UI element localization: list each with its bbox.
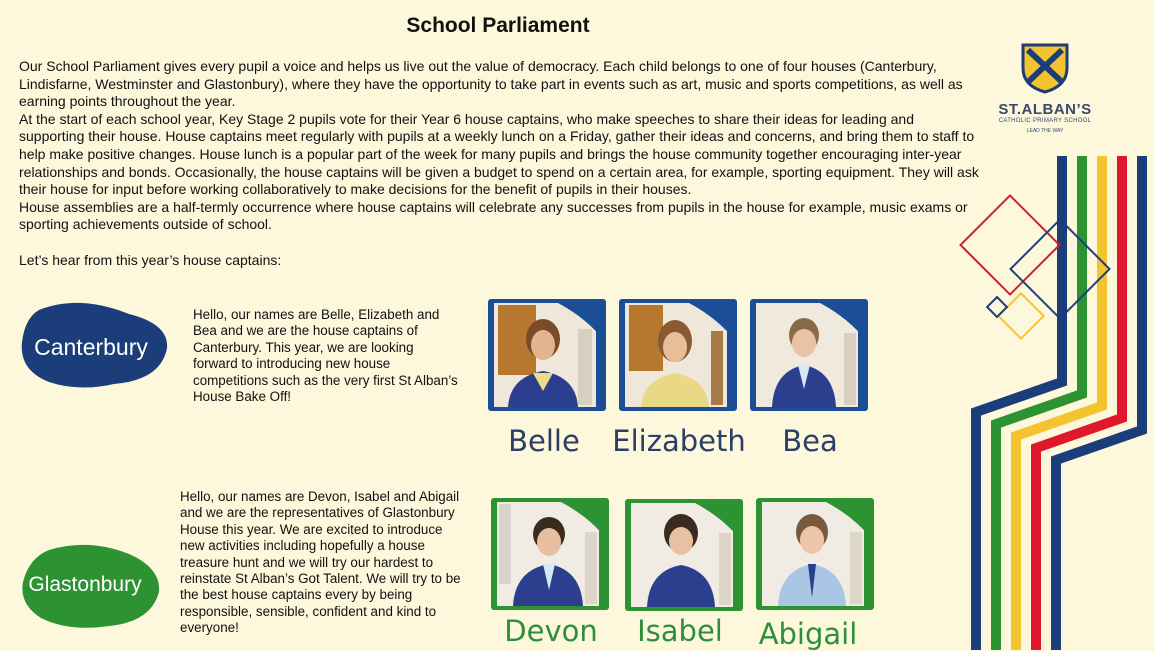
school-subtitle: CATHOLIC PRIMARY SCHOOL	[998, 118, 1092, 124]
intro-text	[19, 58, 979, 269]
school-motto: LEAD THE WAY	[1026, 128, 1064, 134]
school-logo	[990, 42, 1100, 134]
glastonbury-text: Hello, our names are Devon, Isabel and Abigail and we are the representatives of Glastonbury House this year. We are excited to introduce new activities including hopefully a house treasure hunt and we will try our hardest to reinstate St Alban’s Got Talent. We will try to be the best house captains every by being responsible, sensible, confident and kind to everyone!	[180, 489, 461, 636]
intro-paragraph-4: Let’s hear from this year’s house captains:	[19, 251, 282, 268]
intro-paragraph-3: House assemblies are a half-termly occurrence where house captains will celebrate any successes from pupils in the house for example, music exams or sporting achievements outside of school.	[19, 198, 968, 233]
glastonbury-label: Glastonbury	[28, 573, 142, 596]
photo-bea	[750, 299, 868, 411]
captain-name-bea: Bea	[782, 424, 838, 458]
photo-elizabeth	[619, 299, 737, 411]
canterbury-text: Hello, our names are Belle, Elizabeth and Bea and we are the house captains of Canterbury. This year, we are looking forward to introducing new house competitions such as the very first St Alban’s House Bake Off!	[193, 307, 458, 405]
captain-name-elizabeth: Elizabeth	[612, 424, 746, 458]
intro-paragraph-2: At the start of each school year, Key Stage 2 pupils vote for their Year 6 house captains, who make speeches to share their ideas for leading and supporting their house. House captains meet regularly with pupils at a weekly lunch on a Friday, gather their ideas and concerns, and bring them to staff to help make positive changes. House lunch is a popular part of the week for many pupils and brings the house community together encouraging inter-year relationships and bonds. Occasionally, the house captains will be given a budget to spend on a certain area, for example, sporting equipment. They will ask their house for input before working collaboratively to make decisions for the benefit of pupils in their houses.	[19, 110, 979, 198]
photo-belle	[488, 299, 606, 411]
photo-isabel	[625, 499, 743, 611]
captain-name-abigail: Abigail	[758, 617, 858, 651]
canterbury-label: Canterbury	[34, 334, 148, 360]
photo-abigail	[756, 498, 874, 610]
shield-icon	[1020, 42, 1070, 94]
intro-paragraph-1: Our School Parliament gives every pupil a voice and helps us live out the value of democracy. Each child belongs to one of four houses (Canterbury, Lindisfarne, Westminster and Glastonbury), where they have the opportunity to take part in events such as art, music and sports competitions, as well as earning points throughout the year.	[19, 58, 963, 110]
canterbury-description	[193, 307, 458, 405]
school-name: ST.ALBAN’S	[998, 101, 1092, 118]
captain-name-belle: Belle	[508, 424, 580, 458]
photo-devon	[491, 498, 609, 610]
captain-name-isabel: Isabel	[637, 614, 723, 648]
captain-name-devon: Devon	[504, 614, 598, 648]
glastonbury-description	[180, 489, 462, 637]
page-title: School Parliament	[406, 14, 590, 37]
decorative-stripes	[940, 150, 1154, 650]
